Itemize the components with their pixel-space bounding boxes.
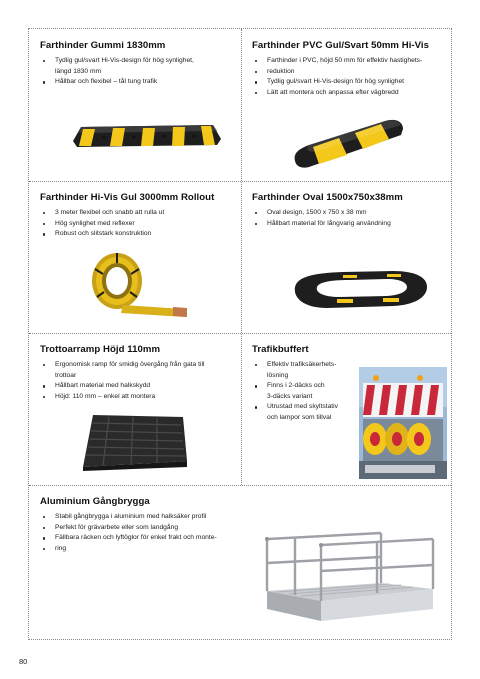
product-card-pvc-speed-bump <box>252 40 448 98</box>
feature-item: Lätt att montera och anpassa efter vägbredd <box>252 88 448 99</box>
feature-item: Höjd: 110 mm – enkel att montera <box>40 392 236 403</box>
column-divider <box>241 29 242 485</box>
product-features <box>40 56 236 88</box>
product-card-aluminium-walkway <box>40 496 260 554</box>
product-title: Farthinder Oval 1500x750x38mm <box>252 192 403 203</box>
feature-item: Stabil gångbrygga i aluminium med halksäker profil <box>40 512 260 523</box>
feature-item: Utrustad med skyltstativ <box>252 402 356 413</box>
product-title: Farthinder Hi-Vis Gul 3000mm Rollout <box>40 192 215 203</box>
product-card-oval-speed-bump <box>252 192 448 229</box>
pvc-speed-bump-image <box>289 115 407 171</box>
feature-item: Fällbara räcken och lyftöglor för enkel frakt och monte- <box>40 533 260 544</box>
product-card-rollout-speed-bump <box>40 192 236 240</box>
feature-item: Hållbart material med halkskydd <box>40 381 236 392</box>
feature-item: reduktion <box>252 67 448 78</box>
feature-item: Tydlig gul/svart Hi-Vis-design för hög synlighet, <box>40 56 236 67</box>
feature-item: trottoar <box>55 371 77 379</box>
product-title: Trafikbuffert <box>252 344 309 355</box>
product-title: Farthinder Gummi 1830mm <box>40 40 166 51</box>
product-card-curb-ramp <box>40 344 236 402</box>
feature-item: 3-däcks variant <box>267 392 313 400</box>
oval-speed-bump-image <box>283 265 433 313</box>
product-features <box>40 512 260 554</box>
traffic-buffer-image <box>359 367 447 479</box>
feature-item: lösning <box>267 371 289 379</box>
rollout-speed-bump-image <box>87 247 191 321</box>
product-title: Aluminium Gångbrygga <box>40 496 150 507</box>
feature-item: Hållbar och flexibel – tål tung trafik <box>40 77 236 88</box>
feature-item: Tydlig gul/svart Hi-Vis-design för hög synlighet <box>252 77 448 88</box>
feature-item: 3 meter flexibel och snabb att rulla ut <box>40 208 236 219</box>
feature-item: Ergonomisk ramp för smidig övergång från gata till <box>40 360 236 371</box>
feature-item: och lampor som tillval <box>267 413 332 421</box>
product-features <box>40 208 236 240</box>
feature-item: ring <box>40 544 260 555</box>
product-title: Farthinder PVC Gul/Svart 50mm Hi-Vis <box>252 40 430 51</box>
rubber-speed-bump-image <box>69 121 225 149</box>
curb-ramp-image <box>79 411 191 473</box>
feature-item: Finns i 2-däcks och <box>252 381 356 392</box>
row-divider <box>29 181 451 182</box>
feature-item: Perfekt för grävarbete eller som landgång <box>40 523 260 534</box>
feature-item: Effektiv trafiksäkerhets- <box>252 360 356 371</box>
product-features <box>40 360 236 402</box>
row-divider <box>29 333 451 334</box>
aluminium-walkway-image <box>261 529 437 629</box>
feature-item: Hög synlighet med reflexer <box>40 219 236 230</box>
product-features <box>252 360 356 424</box>
row-divider <box>29 485 451 486</box>
page-number: 80 <box>19 657 28 666</box>
product-card-rubber-speed-bump <box>40 40 236 88</box>
feature-item: Oval design, 1500 x 750 x 38 mm <box>252 208 448 219</box>
feature-item: Robust och slitstark konstruktion <box>40 229 236 240</box>
product-features <box>252 208 448 229</box>
product-features <box>252 56 448 98</box>
feature-item: Hållbart material för långvarig användning <box>252 219 448 230</box>
feature-item: längd 1830 mm <box>55 67 102 75</box>
product-catalog-frame <box>28 28 452 640</box>
feature-item: Farthinder i PVC, höjd 50 mm för effektiv hastighets- <box>252 56 448 67</box>
product-title: Trottoarramp Höjd 110mm <box>40 344 161 355</box>
